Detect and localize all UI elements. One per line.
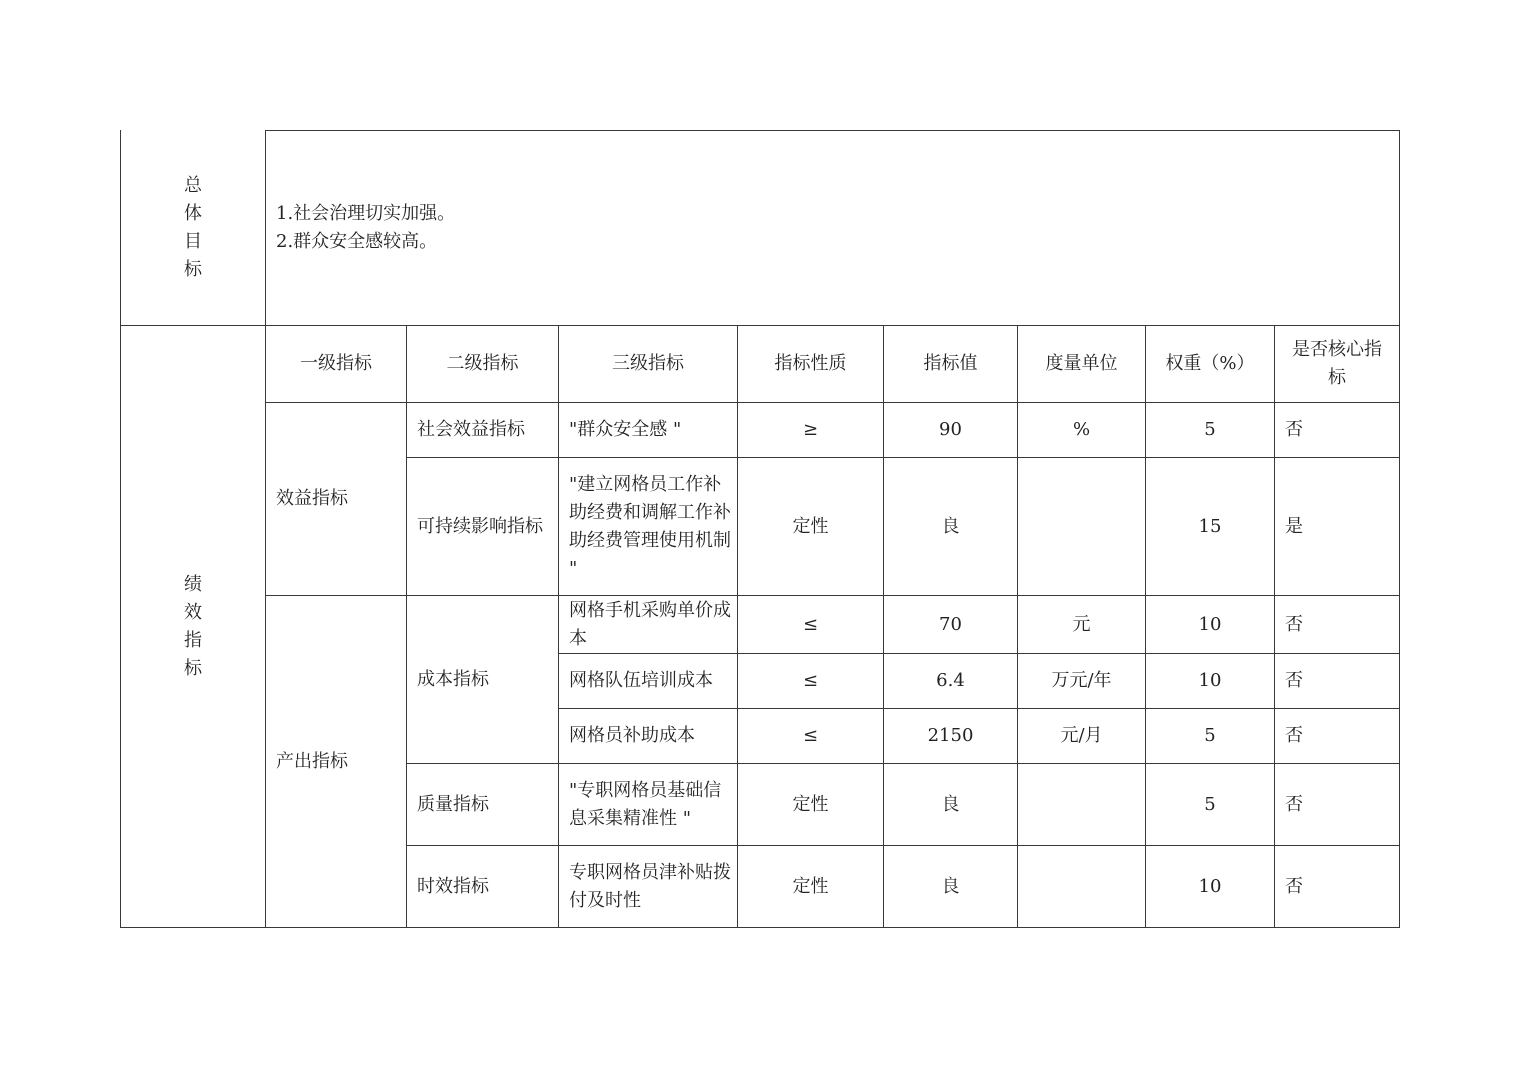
table-row-weight: 10 [1198, 875, 1222, 897]
table-row-unit [1018, 458, 1145, 595]
table-row-nature: 定性 [792, 793, 829, 815]
table-row-value: 良 [941, 515, 960, 537]
table-row-core: 是 [1285, 515, 1303, 537]
group-cost: 成本指标 [417, 668, 489, 690]
header-unit: 度量单位 [1045, 353, 1118, 374]
table-row-nature: ≤ [802, 613, 819, 635]
goal-line-1: 1.社会治理切实加强。 [276, 203, 456, 224]
table-row-core: 否 [1285, 875, 1303, 897]
table-row-nature: 定性 [792, 515, 829, 537]
performance-label-char: 指 [184, 629, 202, 651]
group-output: 产出指标 [276, 750, 348, 772]
performance-label-char: 效 [184, 601, 202, 623]
table-row-l3: "建立网格员工作补助经费和调解工作补助经费管理使用机制 " [569, 473, 731, 579]
performance-label-char: 标 [184, 657, 202, 679]
header-level1: 一级指标 [300, 353, 372, 374]
header-value: 指标值 [923, 353, 978, 374]
table-row-weight: 5 [1204, 793, 1216, 815]
table-row-value: 70 [939, 613, 962, 635]
table-row-l3: 网格员补助成本 [569, 725, 695, 746]
group-sustain: 可持续影响指标 [417, 515, 543, 537]
performance-label-char: 绩 [184, 573, 202, 595]
goal-label-char: 标 [184, 259, 202, 280]
table-row-core: 否 [1285, 725, 1303, 746]
table-row-unit: 元 [1072, 613, 1091, 635]
table-row-value: 90 [939, 419, 962, 440]
header-level2: 二级指标 [446, 353, 519, 374]
table-row-nature: 定性 [792, 875, 829, 897]
table-row-value: 6.4 [936, 670, 965, 691]
table-row-unit [1018, 846, 1145, 927]
table-row-weight: 5 [1204, 725, 1216, 746]
goal-line-2: 2.群众安全感较高。 [276, 231, 438, 252]
table-row-unit: % [1072, 419, 1091, 440]
header-level3: 三级指标 [612, 353, 684, 374]
goal-label [121, 131, 265, 325]
table-row-l3: 专职网格员津补贴拨付及时性 [569, 861, 731, 911]
group-timeliness: 时效指标 [417, 875, 489, 897]
table-row-l3: "群众安全感 " [569, 419, 682, 440]
header-core: 是否核心指标 [1292, 339, 1382, 388]
table-row-value: 良 [941, 793, 960, 815]
header-nature: 指标性质 [774, 353, 847, 374]
table-row-l3: 网格手机采购单价成本 [569, 599, 731, 649]
table-row-unit: 元/月 [1060, 725, 1103, 746]
table-row-unit [1018, 764, 1145, 845]
table-row-value: 2150 [927, 725, 974, 746]
table-row-weight: 10 [1198, 670, 1222, 691]
table-row-nature: ≤ [802, 725, 819, 746]
table-row-core: 否 [1285, 793, 1303, 815]
group-social: 社会效益指标 [417, 419, 525, 440]
table-row-core: 否 [1285, 613, 1303, 635]
table-row-l3: 网格队伍培训成本 [569, 670, 713, 691]
group-quality: 质量指标 [417, 793, 489, 815]
table-row-nature: ≥ [802, 419, 819, 440]
group-benefit: 效益指标 [276, 488, 348, 509]
table-row-unit: 万元/年 [1051, 670, 1112, 691]
header-weight: 权重（%） [1165, 353, 1255, 374]
goal-content [266, 131, 1399, 325]
table-row-core: 否 [1285, 670, 1303, 691]
goal-label-char: 体 [184, 203, 202, 224]
table-row-l3: "专职网格员基础信息采集精准性 " [569, 779, 722, 829]
table-row-weight: 5 [1204, 419, 1216, 440]
goal-label-char: 目 [184, 231, 202, 252]
table-row-value: 良 [941, 875, 960, 897]
table-row-core: 否 [1285, 419, 1303, 440]
goal-label-char: 总 [184, 175, 202, 196]
table-row-weight: 10 [1198, 613, 1222, 635]
table-row-weight: 15 [1198, 515, 1222, 537]
table-row-nature: ≤ [802, 670, 819, 691]
performance-label [121, 326, 265, 927]
